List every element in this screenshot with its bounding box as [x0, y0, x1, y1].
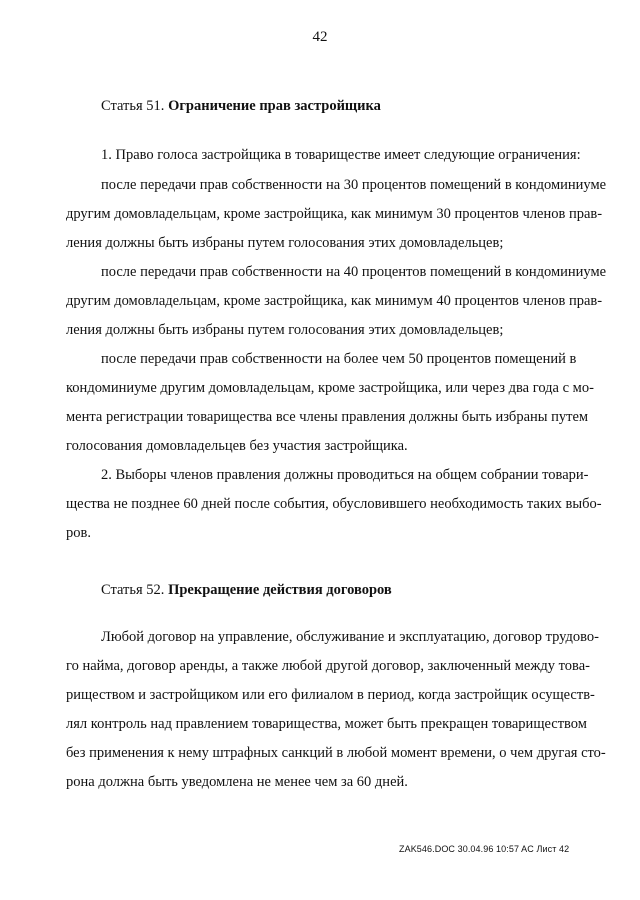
- article-52-line: без применения к нему штрафных санкций в любой момент времени, о чем другая сто-: [66, 745, 606, 761]
- article-51-heading: [101, 97, 381, 115]
- article-51-line: после передачи прав собственности на 40 процентов помещений в кондоминиуме: [101, 264, 607, 280]
- article-52-line: Любой договор на управление, обслуживание и эксплуатацию, договор трудово-: [101, 629, 599, 645]
- article-52-line: го найма, договор аренды, а также любой другой договор, заключенный между това-: [66, 658, 590, 674]
- article-51-line: голосования домовладельцев без участия застройщика.: [66, 438, 408, 454]
- article-52-heading: [101, 581, 392, 599]
- article-51-prefix: Статья 51.: [101, 98, 169, 114]
- article-51-line: кондоминиуме другим домовладельцам, кроме застройщика, или через два года с мо-: [66, 380, 594, 396]
- article-52-line: рона должна быть уведомлена не менее чем за 60 дней.: [66, 774, 408, 790]
- article-51-line: щества не позднее 60 дней после события, обусловившего необходимость таких выбо-: [66, 496, 602, 512]
- footer-file-info: ZAK546.DOC 30.04.96 10:57 AC Лист 42: [399, 844, 570, 854]
- article-51-line: другим домовладельцам, кроме застройщика, как минимум 30 процентов членов прав-: [66, 206, 603, 222]
- article-52-line: риществом и застройщиком или его филиалом в период, когда застройщик осуществ-: [66, 687, 595, 703]
- article-51-line: ления должны быть избраны путем голосования этих домовладельцев;: [66, 322, 504, 338]
- article-52-title: Прекращение действия договоров: [168, 582, 392, 598]
- page-number: 42: [312, 29, 328, 45]
- article-51-line: ления должны быть избраны путем голосования этих домовладельцев;: [66, 235, 504, 251]
- article-52-prefix: Статья 52.: [101, 582, 169, 598]
- article-51-line: 2. Выборы членов правления должны проводиться на общем собрании товари-: [101, 467, 589, 483]
- article-51-line: после передачи прав собственности на более чем 50 процентов помещений в: [101, 351, 577, 367]
- article-52-line: лял контроль над правлением товарищества, может быть прекращен товариществом: [66, 716, 587, 732]
- article-51-line: 1. Право голоса застройщика в товариществе имеет следующие ограничения:: [101, 147, 581, 163]
- article-51-line: мента регистрации товарищества все члены правления должны быть избраны путем: [66, 409, 589, 425]
- article-51-title: Ограничение прав застройщика: [168, 98, 381, 114]
- article-51-line: после передачи прав собственности на 30 процентов помещений в кондоминиуме: [101, 177, 607, 193]
- article-51-line: другим домовладельцам, кроме застройщика, как минимум 40 процентов членов прав-: [66, 293, 603, 309]
- article-51-line: ров.: [66, 525, 91, 541]
